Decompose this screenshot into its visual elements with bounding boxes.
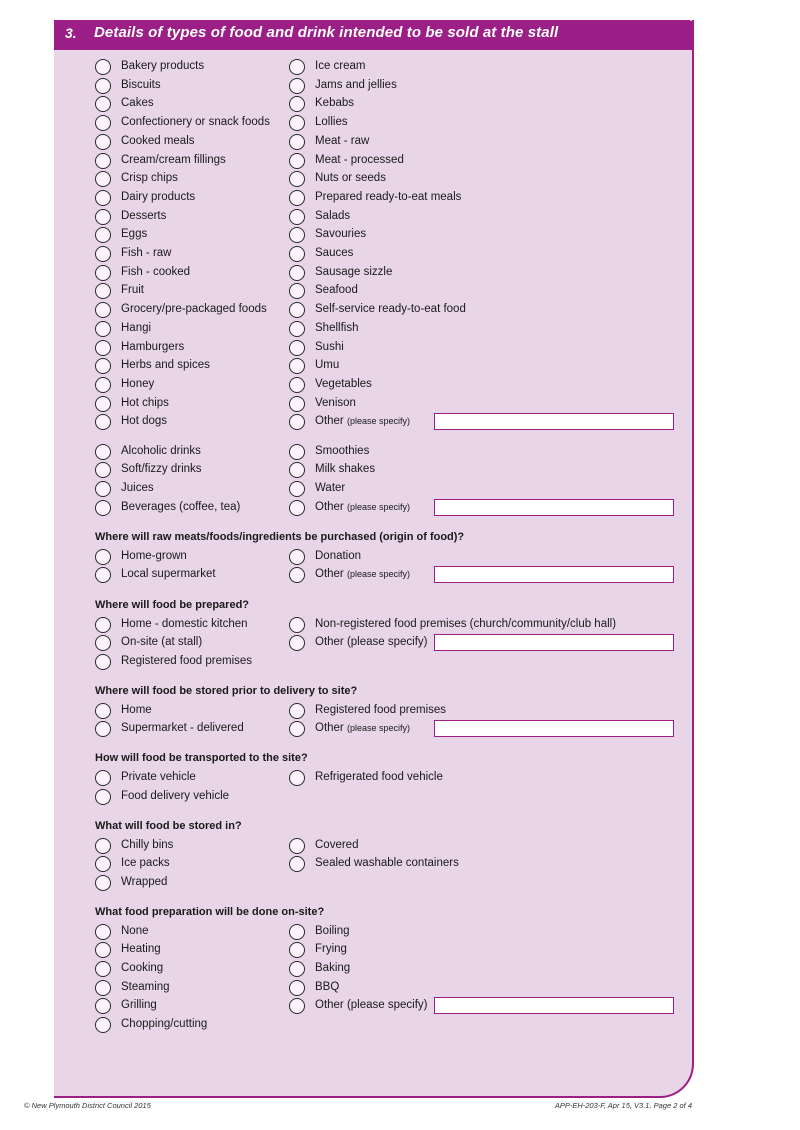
option-label: [315, 722, 410, 734]
radio-button[interactable]: [289, 321, 305, 337]
option-label: [315, 172, 386, 184]
option-text: Grocery/pre-packaged foods: [121, 303, 267, 316]
option-text: Home - domestic kitchen: [121, 617, 248, 630]
option-text: Crisp chips: [121, 172, 178, 185]
section-header: [54, 20, 694, 50]
option-label: [315, 341, 344, 353]
option-label: [121, 876, 167, 888]
radio-button[interactable]: [95, 340, 111, 356]
option-text: Venison: [315, 396, 356, 409]
option-label: [315, 247, 353, 259]
option-text: Desserts: [121, 209, 167, 222]
radio-button[interactable]: [289, 444, 305, 460]
option-label: [315, 618, 616, 630]
option-label: [121, 191, 195, 203]
radio-button[interactable]: [95, 703, 111, 719]
option-label: [121, 154, 226, 166]
radio-button[interactable]: [95, 500, 111, 516]
option-text: Vegetables: [315, 377, 372, 390]
please-specify-note: (please specify): [346, 569, 410, 580]
option-label: [121, 463, 202, 475]
option-text: Wrapped: [121, 875, 168, 888]
option-text: Baking: [315, 961, 351, 974]
option-text: Boiling: [315, 924, 350, 937]
option-text: Kebabs: [315, 97, 355, 110]
option-label: [121, 618, 248, 630]
option-text: Eggs: [121, 228, 148, 241]
option-label: [121, 925, 149, 937]
radio-button[interactable]: [95, 302, 111, 318]
food-other-specify-input[interactable]: [434, 413, 674, 430]
option-text: Smoothies: [315, 444, 370, 457]
stored_prior-other-specify-input[interactable]: [434, 720, 674, 737]
option-label: [315, 636, 428, 648]
option-text: Other: [315, 568, 344, 581]
option-label: [315, 79, 397, 91]
radio-button[interactable]: [95, 209, 111, 225]
radio-button[interactable]: [289, 59, 305, 75]
option-label: [315, 303, 466, 315]
option-text: Local supermarket: [121, 568, 216, 581]
option-text: Chopping/cutting: [121, 1018, 208, 1030]
option-label: [315, 550, 361, 562]
option-label: [121, 1018, 207, 1030]
question-prepared: Where will food be prepared?: [95, 599, 250, 611]
radio-button[interactable]: [289, 78, 305, 94]
option-label: [315, 962, 350, 974]
option-label: [121, 999, 157, 1011]
option-label: [121, 79, 161, 91]
radio-button[interactable]: [95, 134, 111, 150]
option-label: [121, 839, 173, 851]
option-text: Nuts or seeds: [315, 172, 386, 185]
option-text: Other (please specify): [315, 636, 428, 649]
radio-button[interactable]: [289, 838, 305, 854]
radio-button[interactable]: [289, 302, 305, 318]
radio-button[interactable]: [95, 875, 111, 891]
copyright-footer: © New Plymouth District Council 2015: [24, 1101, 151, 1110]
option-text: Juices: [121, 481, 154, 494]
option-text: Biscuits: [121, 78, 161, 91]
question-purchased: Where will raw meats/foods/ingredients be purchased (origin of food)?: [95, 531, 465, 543]
option-text: Donation: [315, 549, 362, 562]
option-label: [121, 501, 240, 513]
radio-button[interactable]: [289, 115, 305, 131]
option-text: Sealed washable containers: [315, 857, 459, 870]
please-specify-note: (please specify): [346, 416, 410, 427]
option-text: Cooked meals: [121, 134, 195, 147]
radio-button[interactable]: [289, 190, 305, 206]
radio-button[interactable]: [95, 444, 111, 460]
option-label: [121, 303, 267, 315]
radio-button[interactable]: [289, 153, 305, 169]
prepared-other-specify-input[interactable]: [434, 634, 674, 651]
option-label: [315, 210, 350, 222]
radio-button[interactable]: [289, 703, 305, 719]
option-text: Private vehicle: [121, 771, 196, 783]
option-text: Other (please specify): [315, 999, 428, 1012]
radio-button[interactable]: [289, 265, 305, 281]
option-text: Sauces: [315, 247, 354, 259]
radio-button[interactable]: [289, 377, 305, 393]
option-text: Other: [315, 722, 344, 735]
radio-button[interactable]: [289, 500, 305, 516]
option-text: Fish - cooked: [121, 265, 191, 278]
radio-button[interactable]: [95, 246, 111, 262]
option-label: [315, 999, 428, 1011]
option-label: [315, 415, 410, 427]
option-text: Registered food premises: [315, 703, 447, 716]
option-label: [121, 722, 244, 734]
option-label: [315, 359, 339, 371]
radio-button[interactable]: [95, 924, 111, 940]
section-title: Details of types of food and drink intended to be sold at the stall: [94, 24, 559, 41]
option-label: [121, 943, 161, 955]
option-label: [121, 322, 151, 334]
option-label: [121, 415, 167, 427]
option-text: Registered food premises: [121, 654, 253, 667]
option-label: [121, 378, 154, 390]
option-label: [121, 97, 154, 109]
radio-button[interactable]: [95, 770, 111, 786]
radio-button[interactable]: [95, 59, 111, 75]
option-text: Cooking: [121, 961, 164, 974]
option-text: Confectionery or snack foods: [121, 116, 270, 129]
option-label: [121, 655, 252, 667]
radio-button[interactable]: [95, 654, 111, 670]
option-label: [315, 771, 443, 783]
option-label: [315, 97, 354, 109]
option-label: [121, 790, 229, 802]
option-label: [121, 445, 201, 457]
radio-button[interactable]: [95, 377, 111, 393]
radio-button[interactable]: [289, 246, 305, 262]
option-text: Cakes: [121, 97, 154, 110]
option-text: Sushi: [315, 340, 344, 353]
option-text: Refrigerated food vehicle: [315, 771, 443, 783]
option-text: Self-service ready-to-eat food: [315, 303, 466, 316]
option-text: Sausage sizzle: [315, 265, 393, 278]
option-text: Meat - processed: [315, 153, 404, 166]
option-text: Bakery products: [121, 60, 205, 72]
option-text: Herbs and spices: [121, 359, 210, 372]
option-text: Home: [121, 703, 152, 716]
please-specify-note: (please specify): [346, 501, 410, 512]
option-label: [315, 284, 358, 296]
prep_onsite-other-specify-input[interactable]: [434, 997, 674, 1014]
option-label: [315, 116, 348, 128]
radio-button[interactable]: [95, 115, 111, 131]
radio-button[interactable]: [95, 617, 111, 633]
option-label: [315, 266, 392, 278]
option-label: [121, 135, 195, 147]
radio-button[interactable]: [289, 961, 305, 977]
radio-button[interactable]: [95, 396, 111, 412]
option-text: Prepared ready-to-eat meals: [315, 190, 462, 203]
option-text: Ice packs: [121, 857, 170, 870]
option-text: Heating: [121, 943, 161, 956]
option-text: Hangi: [121, 321, 152, 334]
question-prep-onsite: What food preparation will be done on-site?: [95, 906, 325, 918]
radio-button[interactable]: [289, 134, 305, 150]
option-label: [121, 857, 170, 869]
option-label: [315, 322, 358, 334]
option-label: [121, 981, 170, 993]
question-stored-prior: Where will food be stored prior to delivery to site?: [95, 685, 358, 697]
option-label: [121, 771, 196, 783]
option-text: Frying: [315, 943, 347, 956]
option-text: Dairy products: [121, 190, 196, 203]
option-text: BBQ: [315, 980, 340, 993]
option-text: Salads: [315, 209, 351, 222]
option-label: [121, 116, 270, 128]
option-text: Home-grown: [121, 549, 187, 562]
option-text: Other: [315, 500, 344, 513]
radio-button[interactable]: [289, 924, 305, 940]
option-label: [315, 463, 375, 475]
radio-button[interactable]: [289, 980, 305, 996]
radio-button[interactable]: [289, 617, 305, 633]
radio-button[interactable]: [95, 481, 111, 497]
option-label: [121, 704, 152, 716]
option-text: Steaming: [121, 980, 170, 993]
option-text: Cream/cream fillings: [121, 153, 226, 166]
option-label: [121, 266, 190, 278]
please-specify-note: (please specify): [346, 723, 410, 734]
option-label: [121, 636, 202, 648]
option-label: [121, 962, 163, 974]
purchased-other-specify-input[interactable]: [434, 566, 674, 583]
option-text: Fish - raw: [121, 247, 172, 259]
option-label: [315, 981, 339, 993]
option-label: [315, 925, 350, 937]
radio-button[interactable]: [95, 153, 111, 169]
option-text: Chilly bins: [121, 838, 174, 851]
section-number: 3.: [65, 25, 77, 41]
option-text: Covered: [315, 838, 359, 851]
option-label: [315, 857, 459, 869]
question-transport: How will food be transported to the site?: [95, 752, 308, 764]
option-text: Seafood: [315, 284, 358, 297]
radio-button[interactable]: [289, 396, 305, 412]
option-text: Meat - raw: [315, 134, 370, 147]
radio-button[interactable]: [95, 78, 111, 94]
radio-button[interactable]: [95, 1017, 111, 1033]
option-text: Ice cream: [315, 60, 366, 72]
option-label: [315, 704, 446, 716]
option-text: Savouries: [315, 228, 367, 241]
option-label: [121, 397, 169, 409]
option-label: [121, 550, 187, 562]
option-label: [315, 228, 366, 240]
radio-button[interactable]: [95, 265, 111, 281]
option-label: [315, 191, 461, 203]
radio-button[interactable]: [95, 789, 111, 805]
radio-button[interactable]: [289, 770, 305, 786]
option-text: Shellfish: [315, 321, 359, 334]
radio-button[interactable]: [95, 980, 111, 996]
radio-button[interactable]: [289, 549, 305, 565]
option-label: [121, 247, 171, 259]
radio-button[interactable]: [289, 481, 305, 497]
drinks-other-specify-input[interactable]: [434, 499, 674, 516]
radio-button[interactable]: [95, 549, 111, 565]
option-label: [315, 943, 347, 955]
option-label: [121, 284, 144, 296]
radio-button[interactable]: [95, 961, 111, 977]
option-label: [315, 501, 410, 513]
option-label: [315, 568, 410, 580]
option-text: Milk shakes: [315, 463, 376, 476]
radio-button[interactable]: [95, 190, 111, 206]
radio-button[interactable]: [289, 209, 305, 225]
option-text: Lollies: [315, 116, 348, 129]
option-label: [121, 568, 216, 580]
option-label: [315, 154, 404, 166]
option-text: Hot dogs: [121, 415, 168, 428]
option-label: [121, 482, 154, 494]
option-label: [315, 378, 372, 390]
option-label: [315, 397, 356, 409]
option-label: [315, 482, 345, 494]
option-label: [121, 228, 147, 240]
option-label: [315, 60, 366, 72]
option-label: [121, 341, 184, 353]
option-text: Non-registered food premises (church/community/club hall): [315, 617, 617, 630]
option-text: Umu: [315, 359, 340, 372]
option-text: Hamburgers: [121, 340, 185, 353]
radio-button[interactable]: [95, 838, 111, 854]
option-text: Water: [315, 481, 346, 494]
option-text: Alcoholic drinks: [121, 444, 201, 457]
question-stored-in: What will food be stored in?: [95, 820, 242, 832]
option-label: [315, 135, 369, 147]
option-text: On-site (at stall): [121, 636, 203, 649]
option-text: Soft/fizzy drinks: [121, 463, 202, 476]
option-text: Hot chips: [121, 396, 169, 409]
option-label: [121, 172, 178, 184]
radio-button[interactable]: [95, 321, 111, 337]
option-label: [121, 60, 204, 72]
radio-button[interactable]: [289, 340, 305, 356]
option-text: Fruit: [121, 284, 144, 297]
option-text: Supermarket - delivered: [121, 722, 244, 735]
option-text: Jams and jellies: [315, 78, 397, 91]
option-text: Other: [315, 415, 344, 428]
document-reference: APP-EH-203-F, Apr 15, V3.1, Page 2 of 4: [554, 1101, 692, 1110]
option-text: None: [121, 924, 149, 937]
option-label: [121, 210, 166, 222]
option-label: [315, 445, 369, 457]
option-text: Food delivery vehicle: [121, 789, 230, 802]
option-label: [121, 359, 210, 371]
option-text: Grilling: [121, 999, 157, 1012]
option-text: Beverages (coffee, tea): [121, 500, 241, 513]
option-label: [315, 839, 358, 851]
option-text: Honey: [121, 377, 155, 390]
